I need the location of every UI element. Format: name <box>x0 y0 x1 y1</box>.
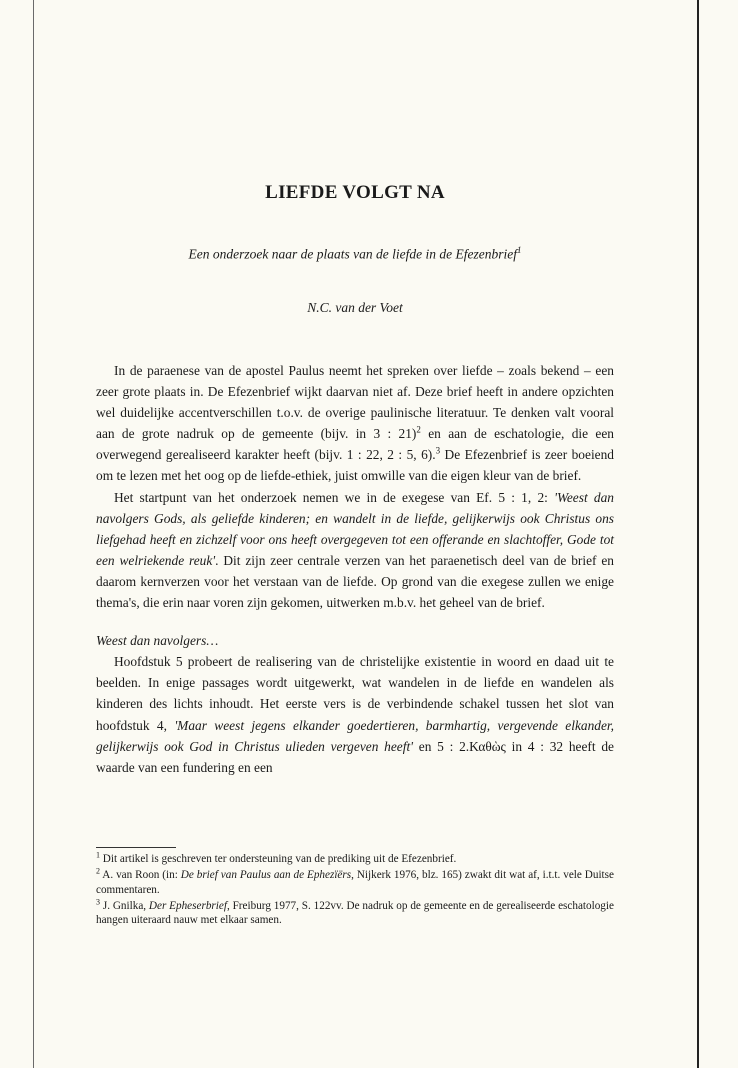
footnote-1 <box>96 852 614 866</box>
article-subtitle <box>96 245 614 263</box>
section-gap <box>96 613 614 630</box>
article-title: LIEFDE VOLGT NA <box>265 182 445 203</box>
footnote-ref-3: 3 <box>435 445 441 456</box>
paragraph-1-text-a: In de paraenese van de apostel Paulus neemt het spreken over liefde – zoals bekend – een zeer grote plaats in. De Efezenbrief wijkt daarvan niet af. Deze brief heeft in andere opzichten wel duidelijke accentverschillen t.o.v. de overige paulinische literatuur. Te denken valt vooral aan de grote nadruk op de gemeente (bijv. in 3 : 21) <box>96 363 614 442</box>
paragraph-3-text-a: Hoofdstuk 5 probeert de realisering van de christelijke existentie in woord en daad uit te beelden. In enige passages wordt uitgewerkt, wat wandelen in de liefde en wandelen als kinderen des lichts inhoudt. Het eerste vers is de verbindende schakel tussen het slot van hoofdstuk 4, <box>96 654 614 733</box>
footnote-rule <box>96 847 176 848</box>
paragraph-2-text-a: Het startpunt van het onderzoek nemen we in de exegese van Ef. 5 : 1, 2: <box>114 489 555 505</box>
footnote-ref-1: 1 <box>516 245 522 255</box>
subtitle-text: Een onderzoek naar de plaats van de liefde in de Efezenbrief <box>188 246 517 262</box>
paragraph-1-text-b: en aan de eschatologie, die een overwegend gerealiseerd karakter heeft (bijv. 1 : 22, 2 : 5, 6). <box>96 426 614 463</box>
footnote-2 <box>96 868 614 897</box>
paragraph-1-text-c: De Efezenbrief is zeer boeiend om te lezen met het oog op de liefde-ethiek, juist omwille van die eigen kleur van de brief. <box>96 447 614 484</box>
article-author: N.C. van der Voet <box>307 300 403 315</box>
page-edge-right <box>697 0 699 1068</box>
paragraph-2 <box>96 487 614 614</box>
paragraph-3-text-c: in 4 : 32 heeft de waarde van een fundering en een <box>96 738 614 775</box>
footnote-2-text-a: A. van Roon (in: <box>100 869 181 882</box>
paragraph-3-text-b: en 5 : 2. <box>413 738 470 754</box>
paragraph-3-quote: 'Maar weest jegens elkander goedertieren, barmhartig, vergevende elkander, gelijkerwijs ook God in Christus ulieden vergeven heeft' <box>96 717 614 754</box>
paragraph-1 <box>96 360 614 487</box>
section-heading <box>96 630 614 651</box>
paragraph-3 <box>96 651 614 778</box>
footnote-ref-2: 2 <box>416 424 421 435</box>
footnote-3-text-a: J. Gnilka, <box>100 899 149 912</box>
footnote-3-number: 3 <box>96 897 100 907</box>
page-edge-left <box>33 0 34 1068</box>
footnote-3 <box>96 899 614 928</box>
footnotes <box>96 852 614 929</box>
footnote-2-book-title: De brief van Paulus aan de Ephezïërs <box>180 869 352 882</box>
footnote-3-book-title: Der Epheserbrief <box>148 899 227 912</box>
section-heading-text: Weest dan navolgers… <box>96 633 219 649</box>
footnote-1-number: 1 <box>96 850 100 860</box>
footnote-3-text-b: , Freiburg 1977, S. 122vv. De nadruk op de gemeente en de gerealiseerde eschatologie hangen uiteraard nauw met elkaar samen. <box>96 899 614 927</box>
footnote-2-text-b: , Nijkerk 1976, blz. 165) zwakt dit wat af, i.t.t. vele Duitse commentaren. <box>96 869 614 896</box>
footnote-2-number: 2 <box>96 866 100 876</box>
body-text <box>96 360 614 778</box>
paragraph-2-quote: 'Weest dan navolgers Gods, als geliefde kinderen; en wandelt in de liefde, gelijkerwijs ook Christus ons liefgehad heeft en zichzelf voor ons heeft overgegeven tot een offerande en slachtoffer, Gode tot een welriekende reuk' <box>96 489 614 568</box>
paragraph-2-text-b: . Dit zijn zeer centrale verzen van het paraenetisch deel van de brief en daarom kernverzen voor het verstaan van de liefde. Op grond van die exegese zullen we enige thema's, die erin naar voren zijn gekomen, uitwerken m.b.v. het geheel van de brief. <box>96 552 614 611</box>
footnote-1-text: Dit artikel is geschreven ter ondersteuning van de prediking uit de Efezenbrief. <box>100 853 457 865</box>
greek-word: Καθὼς <box>469 738 506 754</box>
